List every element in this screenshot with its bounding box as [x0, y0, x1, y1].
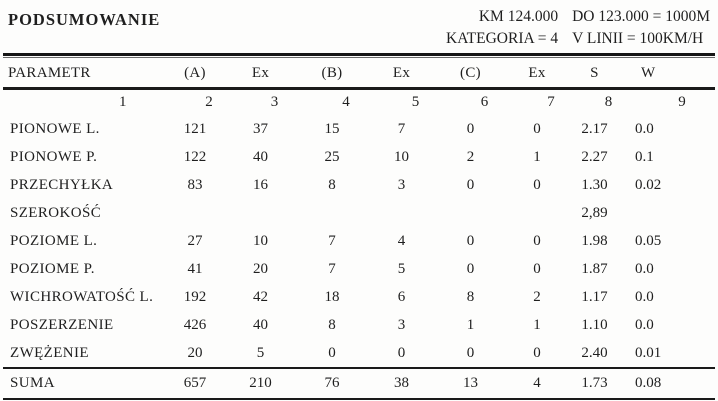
table-cell: 0.0	[635, 316, 654, 333]
column-number: 5	[411, 94, 420, 110]
document-header	[0, 0, 718, 53]
table-cell: 121	[183, 120, 207, 137]
column-header: (B)	[296, 58, 368, 89]
header-meta	[446, 8, 710, 48]
table-cell: 8	[328, 316, 336, 333]
column-header: S	[568, 58, 621, 89]
kategoria-value: KATEGORIA = 4	[446, 30, 559, 47]
column-number: 7	[547, 94, 555, 110]
table-cell: 0	[466, 260, 475, 277]
table-cell: 38	[368, 368, 435, 398]
table-cell: 0	[533, 232, 541, 249]
table-cell: 20	[253, 260, 268, 277]
column-header: (A)	[165, 58, 225, 89]
table-row	[3, 311, 715, 339]
table-cell: 4	[506, 368, 568, 398]
table-cell: 1.98	[581, 232, 608, 249]
table-cell: 27	[187, 232, 203, 249]
table-row	[3, 199, 715, 227]
table-cell: 1	[533, 316, 541, 333]
table-cell: 2.17	[581, 120, 608, 137]
table-cell: 0.08	[621, 368, 715, 398]
table-cell: 0	[466, 344, 475, 361]
column-number: 4	[342, 94, 350, 110]
table-cell: 0.02	[635, 176, 662, 193]
table-row	[3, 171, 715, 199]
table-cell: 1.17	[581, 288, 608, 305]
table-cell: 8	[328, 176, 336, 193]
row-label: SUMA	[3, 368, 165, 398]
table-cell: 0	[533, 344, 541, 361]
row-label: SZEROKOŚĆ	[10, 204, 102, 221]
table-cell: 1.87	[581, 260, 608, 277]
table-cell: 0.1	[635, 148, 654, 165]
table-cell: 4	[397, 232, 406, 249]
table-cell: 1	[533, 148, 541, 165]
table-row	[3, 115, 715, 143]
table-cell: 0.0	[635, 120, 654, 137]
column-header: Ex	[368, 58, 435, 89]
table-cell: 10	[253, 232, 268, 249]
table-cell: 0	[533, 120, 541, 137]
v-linii-value: V LINII = 100KM/H	[572, 30, 704, 47]
row-label: PIONOWE P.	[10, 148, 98, 165]
table-cell: 2	[533, 288, 541, 305]
table-cell: 1.30	[581, 176, 608, 193]
table-cell	[165, 199, 225, 227]
table-cell	[225, 199, 296, 227]
table-cell: 5	[397, 260, 406, 277]
column-header: PARAMETR	[3, 58, 165, 89]
table-cell: 0.05	[635, 232, 662, 249]
table-cell: 122	[183, 148, 207, 165]
table-cell: 3	[397, 316, 406, 333]
table-cell: 0.0	[635, 288, 654, 305]
table-cell: 5	[256, 344, 265, 361]
column-header: Ex	[225, 58, 296, 89]
column-number: 1	[119, 94, 127, 110]
table-cell: 1.10	[581, 316, 608, 333]
table-cell: 40	[253, 316, 268, 333]
table-cell: 42	[253, 288, 268, 305]
table-row	[3, 339, 715, 368]
table-cell: 25	[324, 148, 340, 165]
table-cell: 0	[466, 176, 475, 193]
table-cell	[621, 199, 715, 227]
summary-table	[3, 58, 715, 398]
table-cell: 426	[183, 316, 207, 333]
table-cell	[506, 199, 568, 227]
table-cell: 0.01	[635, 344, 662, 361]
table-cell: 657	[165, 368, 225, 398]
column-number-row	[3, 89, 715, 116]
column-number: 3	[270, 94, 279, 110]
table-cell: 2	[466, 148, 475, 165]
table-cell: 18	[324, 288, 340, 305]
row-label: POZIOME L.	[10, 232, 98, 249]
table-row	[3, 283, 715, 311]
row-label: WICHROWATOŚĆ L.	[10, 288, 154, 305]
column-number: 8	[604, 94, 613, 110]
table-cell: 6	[397, 288, 406, 305]
table-row	[3, 227, 715, 255]
column-header: W	[621, 58, 715, 89]
table-row	[3, 143, 715, 171]
table-cell: 41	[187, 260, 203, 277]
page-title: PODSUMOWANIE	[8, 10, 161, 29]
table-cell: 37	[253, 120, 268, 137]
table-row	[3, 255, 715, 283]
table-cell: 10	[394, 148, 409, 165]
table-cell: 7	[328, 232, 336, 249]
table-cell: 0	[397, 344, 406, 361]
table-cell	[296, 199, 368, 227]
table-cell: 2.40	[581, 344, 608, 361]
table-cell: 192	[183, 288, 207, 305]
table-cell: 1	[466, 316, 475, 333]
table-cell: 0	[466, 232, 475, 249]
row-label: POZIOME P.	[10, 260, 95, 277]
table-cell: 2,89	[581, 204, 608, 221]
row-label: PIONOWE L.	[10, 120, 100, 137]
table-cell: 0	[533, 260, 541, 277]
table-cell: 210	[225, 368, 296, 398]
table-cell: 0	[328, 344, 336, 361]
table-cell: 16	[253, 176, 268, 193]
table-cell: 0	[466, 120, 475, 137]
summary-row	[3, 368, 715, 398]
row-label: PRZECHYŁKA	[10, 176, 114, 193]
km-value: KM 124.000	[478, 8, 559, 25]
table-cell: 1.73	[568, 368, 621, 398]
column-number: 6	[480, 94, 489, 110]
table-cell: 7	[328, 260, 336, 277]
table-cell: 0.0	[635, 260, 654, 277]
table-cell: 0	[533, 176, 541, 193]
column-number: 9	[678, 94, 686, 110]
table-cell	[368, 199, 435, 227]
table-cell: 3	[397, 176, 406, 193]
row-label: ZWĘŻENIE	[10, 344, 89, 361]
column-header: (C)	[435, 58, 506, 89]
column-number: 2	[205, 94, 213, 110]
table-cell: 15	[324, 120, 340, 137]
table-cell: 40	[253, 148, 268, 165]
table-cell	[435, 199, 506, 227]
table-cell: 76	[296, 368, 368, 398]
do-value: DO 123.000 = 1000M	[572, 8, 710, 25]
table-cell: 2.27	[581, 148, 608, 165]
table-cell: 83	[187, 176, 203, 193]
table-cell: 8	[466, 288, 475, 305]
row-label: POSZERZENIE	[10, 316, 114, 333]
column-header: Ex	[506, 58, 568, 89]
table-cell: 7	[397, 120, 406, 137]
table-header-row	[3, 58, 715, 89]
table-cell: 20	[187, 344, 203, 361]
table-cell: 13	[435, 368, 506, 398]
